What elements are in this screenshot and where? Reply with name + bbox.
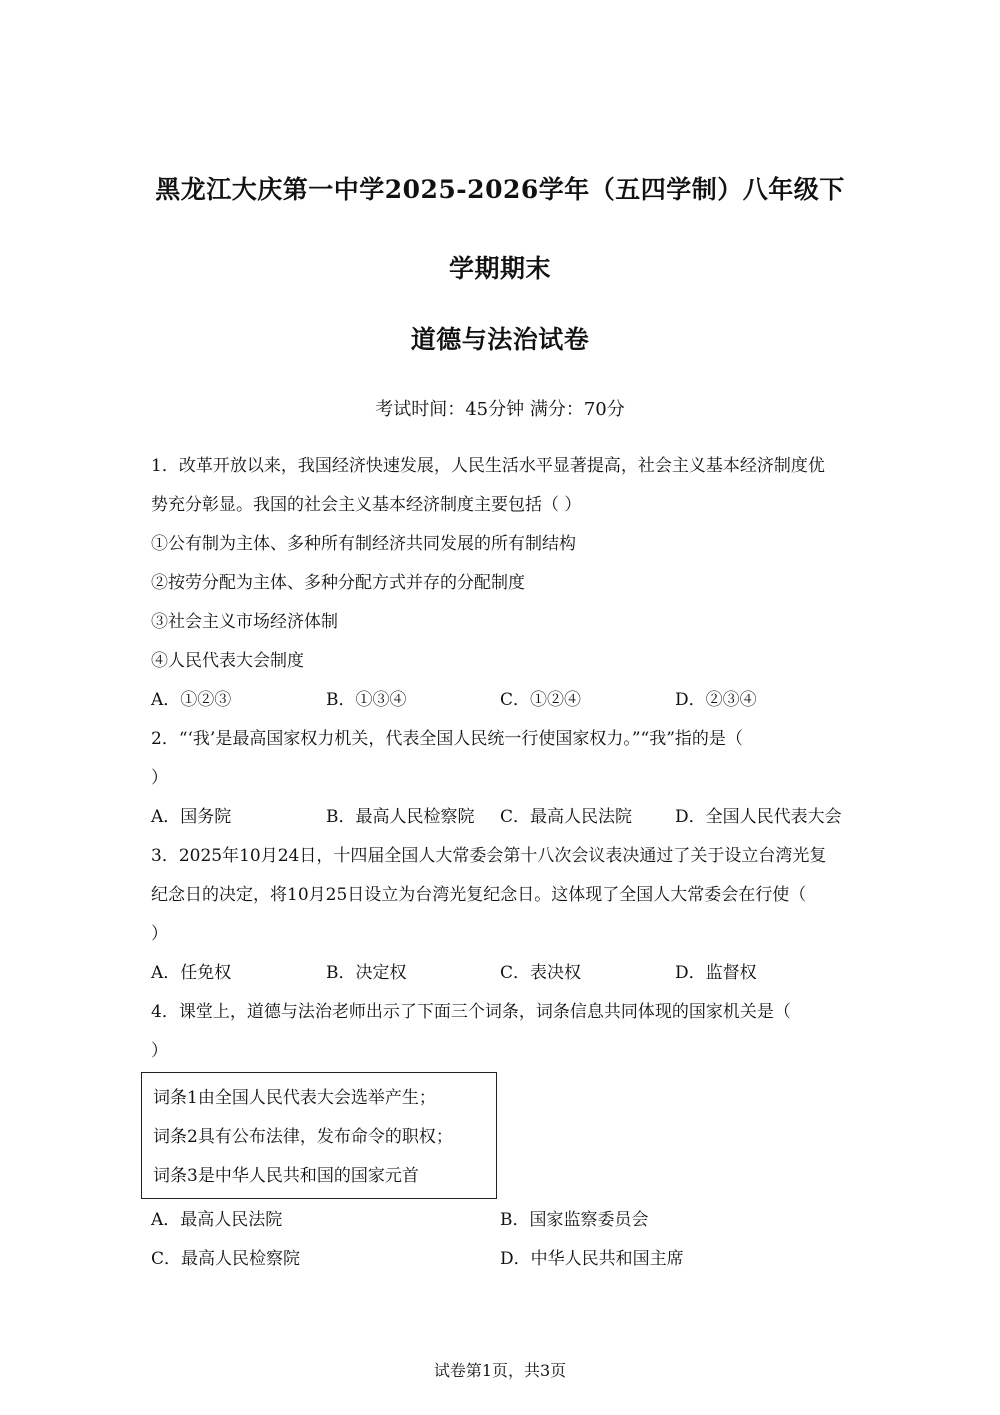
question-1-statement: ②按劳分配为主体、多种分配方式并存的分配制度 bbox=[151, 573, 525, 593]
page-footer: 试卷第1页，共3页 bbox=[433, 1361, 567, 1380]
question-1-option-d[interactable]: D．②③④ bbox=[675, 690, 757, 710]
question-2-option-a[interactable]: A．国务院 bbox=[151, 807, 232, 827]
question-4-option-b[interactable]: B．国家监察委员会 bbox=[500, 1210, 649, 1230]
exam-info: 考试时间：45分钟 满分：70分 bbox=[375, 399, 625, 420]
question-3-stem: ） bbox=[151, 924, 168, 944]
exam-title-line1: 黑龙江大庆第一中学2025-2026学年（五四学制）八年级下 bbox=[155, 175, 845, 204]
question-1-option-c[interactable]: C．①②④ bbox=[500, 690, 582, 710]
question-2-option-b[interactable]: B．最高人民检察院 bbox=[326, 807, 475, 827]
clue-item: 词条3是中华人民共和国的国家元首 bbox=[153, 1166, 419, 1186]
question-3-stem: 纪念日的决定，将10月25日设立为台湾光复纪念日。这体现了全国人大常委会在行使（ bbox=[151, 885, 807, 905]
question-2-stem: ） bbox=[151, 768, 168, 788]
question-3-stem: 3．2025年10月24日，十四届全国人大常委会第十八次会议表决通过了关于设立台湾光复 bbox=[151, 846, 827, 866]
question-3-option-b[interactable]: B．决定权 bbox=[326, 963, 407, 983]
clue-item: 词条2具有公布法律，发布命令的职权； bbox=[153, 1127, 453, 1147]
clue-item: 词条1由全国人民代表大会选举产生； bbox=[153, 1088, 436, 1108]
question-2-option-c[interactable]: C．最高人民法院 bbox=[500, 807, 633, 827]
question-1-statement: ③社会主义市场经济体制 bbox=[151, 612, 338, 632]
exam-subject-title: 道德与法治试卷 bbox=[410, 325, 590, 354]
question-2-option-d[interactable]: D．全国人民代表大会 bbox=[675, 807, 842, 827]
question-3-option-a[interactable]: A．任免权 bbox=[151, 963, 232, 983]
question-3-option-c[interactable]: C．表决权 bbox=[500, 963, 582, 983]
question-4-stem: 4．课堂上，道德与法治老师出示了下面三个词条，词条信息共同体现的国家机关是（ bbox=[151, 1002, 791, 1022]
question-1-statement: ①公有制为主体、多种所有制经济共同发展的所有制结构 bbox=[151, 534, 576, 554]
question-1-stem: 1．改革开放以来，我国经济快速发展，人民生活水平显著提高，社会主义基本经济制度优 bbox=[151, 456, 825, 476]
question-2-stem: 2．“‘我’是最高国家权力机关，代表全国人民统一行使国家权力。”“我”指的是（ bbox=[151, 729, 743, 749]
question-4-stem: ） bbox=[151, 1041, 168, 1061]
question-1-statement: ④人民代表大会制度 bbox=[151, 651, 304, 671]
question-4-option-d[interactable]: D．中华人民共和国主席 bbox=[500, 1249, 684, 1269]
question-1-option-b[interactable]: B．①③④ bbox=[326, 690, 407, 710]
question-1-option-a[interactable]: A．①②③ bbox=[151, 690, 232, 710]
exam-title-line2: 学期期末 bbox=[448, 254, 551, 283]
question-3-option-d[interactable]: D．监督权 bbox=[675, 963, 757, 983]
question-4-option-a[interactable]: A．最高人民法院 bbox=[151, 1210, 283, 1230]
question-1-stem: 势充分彰显。我国的社会主义基本经济制度主要包括（ ） bbox=[151, 495, 582, 515]
question-4-clue-box bbox=[141, 1072, 497, 1199]
question-4-option-c[interactable]: C．最高人民检察院 bbox=[151, 1249, 301, 1269]
